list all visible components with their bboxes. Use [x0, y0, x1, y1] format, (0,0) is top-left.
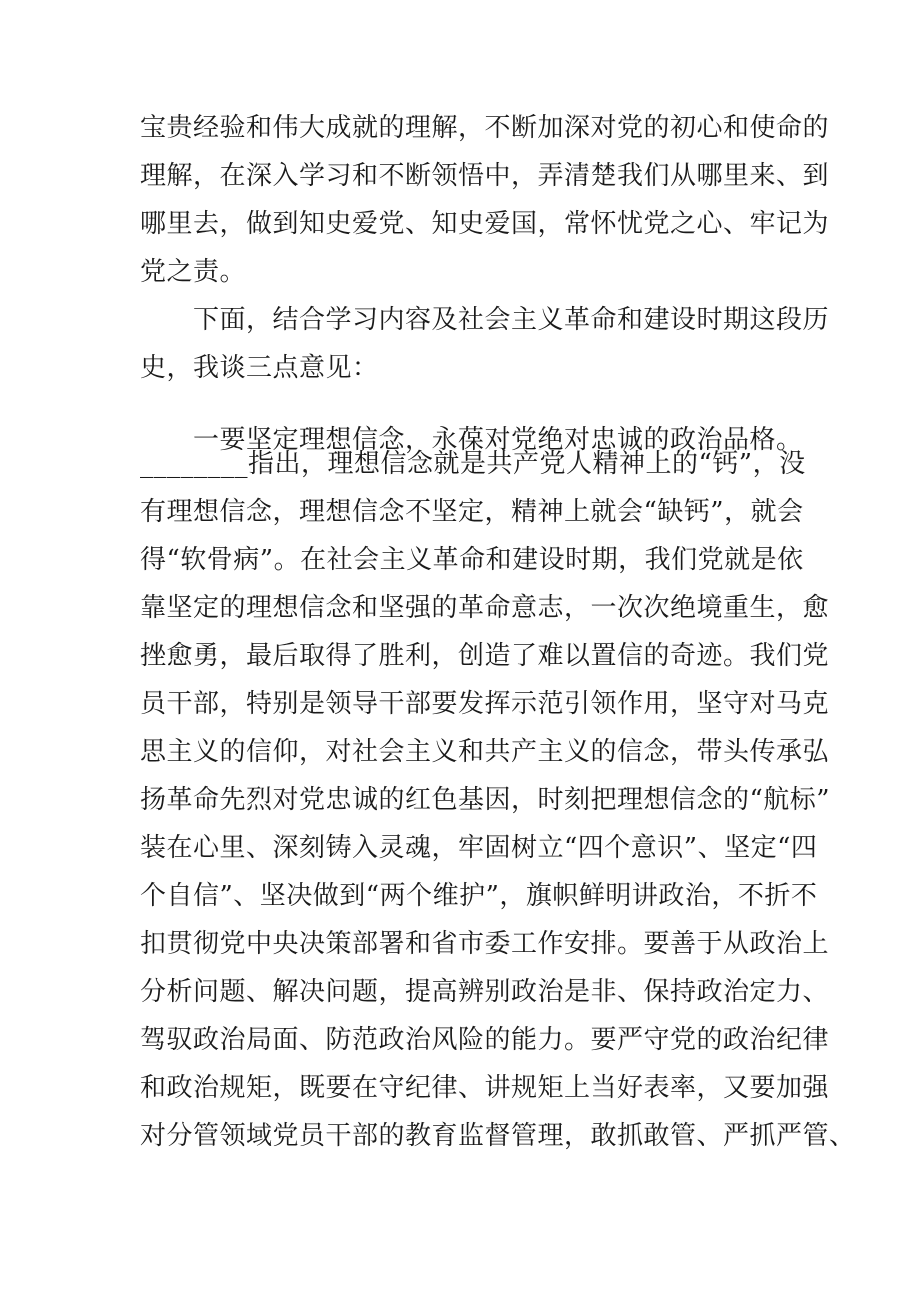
- text-line: ________指出，理想信念就是共产党人精神上的“钙”，没: [140, 449, 806, 479]
- text-line: 宝贵经验和伟大成就的理解，不断加深对党的初心和使命的: [140, 113, 830, 143]
- text-line: 员干部，特别是领导干部要发挥示范引领作用，坚守对马克: [140, 689, 830, 719]
- text-line: 挫愈勇，最后取得了胜利，创造了难以置信的奇迹。我们党: [140, 641, 830, 671]
- text-line: 史，我谈三点意见：: [140, 353, 379, 383]
- section-heading: 一要坚定理想信念，永葆对党绝对忠诚的政治品格。: [140, 425, 803, 455]
- text-line: 扬革命先烈对党忠诚的红色基因，时刻把理想信念的“航标”: [140, 785, 831, 815]
- text-line: 对分管领域党员干部的教育监督管理，敢抓敢管、严抓严管、: [140, 1121, 856, 1151]
- text-line: 哪里去，做到知史爱党、知史爱国，常怀忧党之心、牢记为: [140, 209, 830, 239]
- text-line: 驾驭政治局面、防范政治风险的能力。要严守党的政治纪律: [140, 1025, 830, 1055]
- text-line: 思主义的信仰，对社会主义和共产主义的信念，带头传承弘: [140, 737, 830, 767]
- text-line: 有理想信念，理想信念不坚定，精神上就会“缺钙”，就会: [140, 497, 804, 527]
- text-line: 个自信”、坚决做到“两个维护”，旗帜鲜明讲政治，不折不: [140, 881, 818, 911]
- text-line: 下面，结合学习内容及社会主义革命和建设时期这段历: [140, 305, 830, 335]
- text-line: 理解，在深入学习和不断领悟中，弄清楚我们从哪里来、到: [140, 161, 830, 191]
- text-line: 装在心里、深刻铸入灵魂，牢固树立“四个意识”、坚定“四: [140, 833, 818, 863]
- text-line: 和政治规矩，既要在守纪律、讲规矩上当好表率，又要加强: [140, 1073, 830, 1103]
- text-line: 分析问题、解决问题，提高辨别政治是非、保持政治定力、: [140, 977, 830, 1007]
- text-line: 靠坚定的理想信念和坚强的革命意志，一次次绝境重生，愈: [140, 593, 830, 623]
- text-line: 得“软骨病”。在社会主义革命和建设时期，我们党就是依: [140, 545, 804, 575]
- text-line: 扣贯彻党中央决策部署和省市委工作安排。要善于从政治上: [140, 929, 830, 959]
- text-line: 党之责。: [140, 257, 247, 287]
